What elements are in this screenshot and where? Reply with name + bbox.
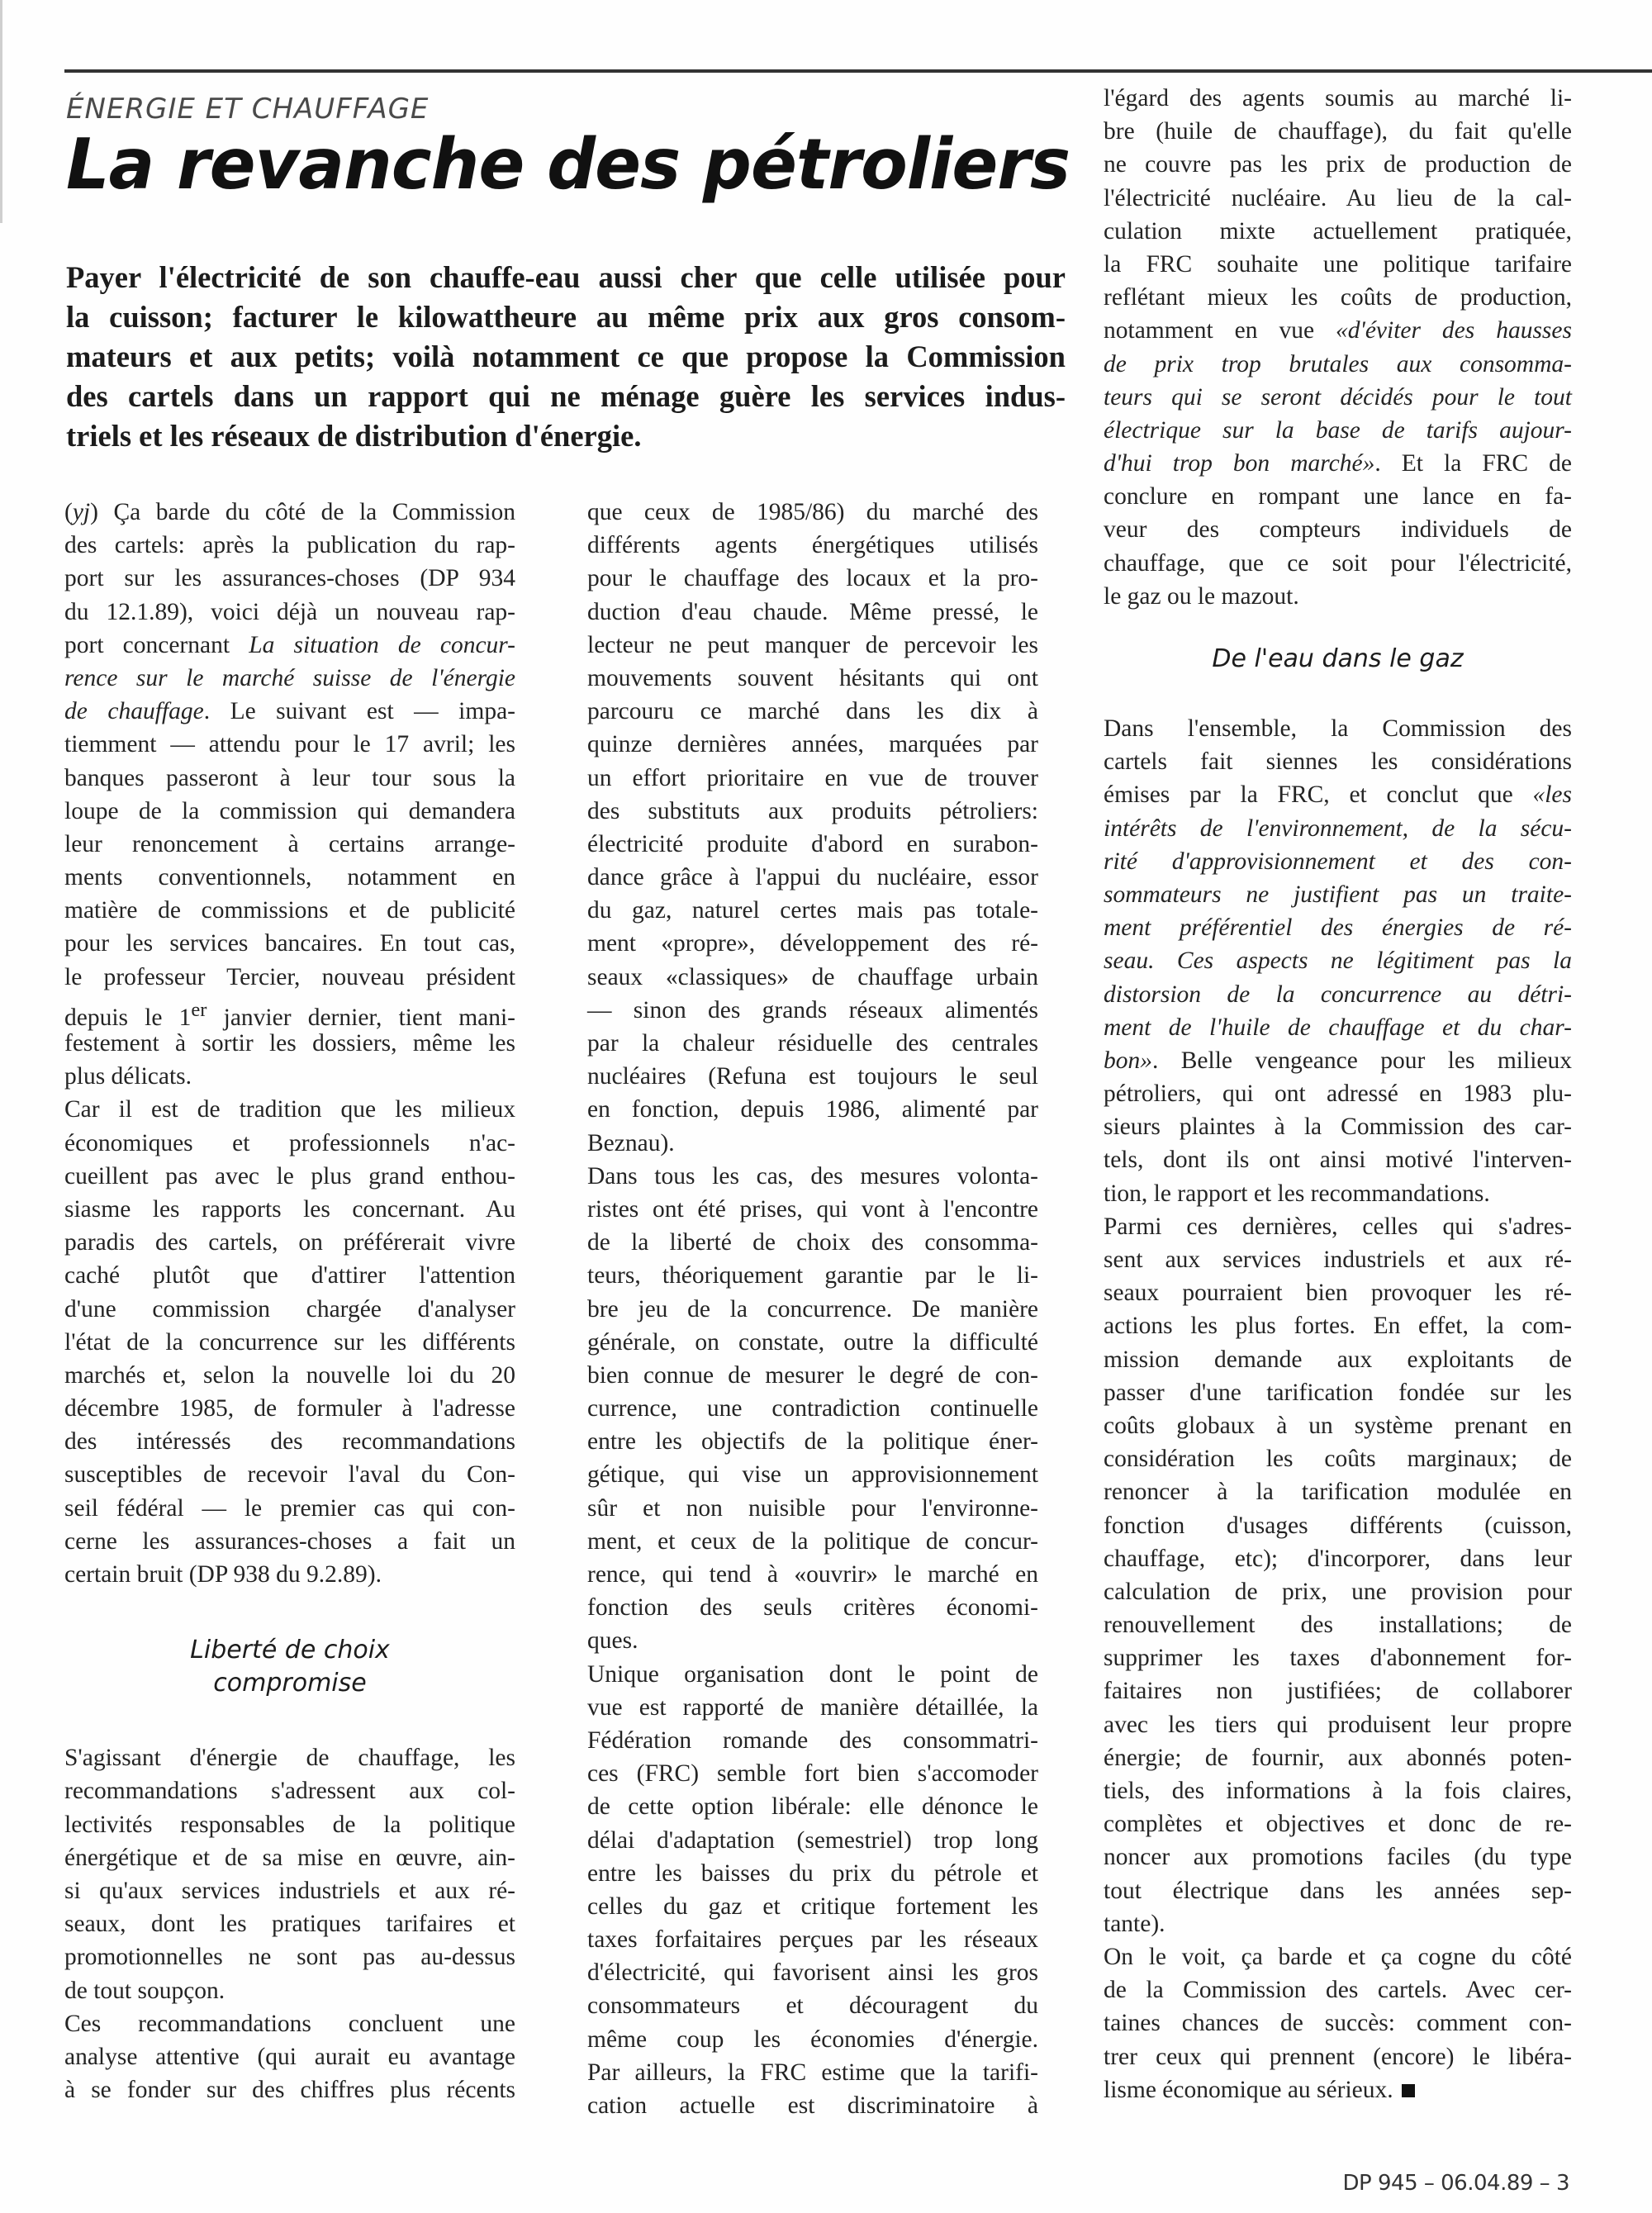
- text-line: des cartels: après la publication du rap-: [64, 532, 515, 559]
- text-line: bre jeu de la concurrence. De manière: [587, 1295, 1038, 1323]
- text-line: nucléaires (Refuna est toujours le seul: [587, 1063, 1038, 1090]
- text-line: d'électricité, qui favorisent ainsi les gros: [587, 1959, 1038, 1987]
- text-line: chauffage, etc); d'incorporer, dans leur: [1104, 1545, 1572, 1572]
- text-line: ne couvre pas les prix de production de: [1104, 151, 1572, 178]
- text-line: d'hui trop bon marché». Et la FRC de: [1104, 450, 1572, 477]
- text-line: sent aux services industriels et aux ré-: [1104, 1247, 1572, 1273]
- text-line: port concernant La situation de concur-: [64, 631, 515, 658]
- text-line: tiels, des informations à la fois claires,: [1104, 1778, 1572, 1804]
- text-line: paradis des cartels, on préférerait vivre: [64, 1229, 515, 1256]
- text-line: tiemment — attendu pour le 17 avril; les: [64, 731, 515, 758]
- text-line: avec les tiers qui produisent leur propre: [1104, 1711, 1572, 1738]
- subheading-liberte: [64, 1634, 515, 1700]
- column-right: [1104, 82, 1572, 2106]
- text-line: du gaz, naturel certes mais pas totale-: [587, 897, 1038, 924]
- text-line: triels et les réseaux de distribution d'énergie.: [66, 419, 642, 453]
- page-footer: DP 945 – 06.04.89 – 3: [1342, 2171, 1569, 2196]
- subheading-line: Liberté de choix: [190, 1636, 390, 1665]
- text-line: ristes ont été prises, qui vont à l'encontre: [587, 1195, 1038, 1223]
- text-line: entre les objectifs de la politique éner-: [587, 1428, 1038, 1456]
- text-line: des cartels dans un rapport qui ne ménage guère les services indus-: [66, 379, 1066, 413]
- text-line: seau. Ces aspects ne légitiment pas la: [1104, 947, 1572, 975]
- text-line: entre les baisses du prix du pétrole et: [587, 1859, 1038, 1887]
- text-line: de tout soupçon.: [64, 1977, 225, 2004]
- text-line: bre (huile de chauffage), du fait qu'elle: [1104, 118, 1572, 145]
- text-line: taines chances de succès: comment con-: [1104, 2010, 1572, 2037]
- text-line: vue est rapporté de manière détaillée, la: [587, 1693, 1038, 1721]
- text-line: teurs qui se seront décidés pour le tout: [1104, 383, 1572, 411]
- text-line: même coup les économies d'énergie.: [587, 2025, 1038, 2053]
- text-line: lecteur ne peut manquer de percevoir les: [587, 631, 1038, 658]
- text-line: Unique organisation dont le point de: [587, 1660, 1038, 1688]
- text-line: renouvellement des installations; de: [1104, 1612, 1572, 1639]
- text-line: gétique, qui vise un approvisionnement: [587, 1461, 1038, 1489]
- text-line: S'agissant d'énergie de chauffage, les: [64, 1745, 515, 1772]
- text-line: On le voit, ça barde et ça cogne du côté: [1104, 1943, 1572, 1970]
- text-line: mission demande aux exploitants de: [1104, 1346, 1572, 1373]
- text-line: l'égard des agents soumis au marché li-: [1104, 85, 1572, 112]
- text-line: le gaz ou le mazout.: [1104, 582, 1299, 610]
- text-line: distorsion de la concurrence au détri-: [1104, 981, 1572, 1008]
- text-line: tels, dont ils ont ainsi motivé l'interven-: [1104, 1147, 1572, 1174]
- text-line: quinze dernières années, marquées par: [587, 731, 1038, 758]
- text-line: de la Commission des cartels. Avec cer-: [1104, 1977, 1572, 2004]
- text-line: seil fédéral — le premier cas qui con-: [64, 1494, 515, 1522]
- text-line: conclure en rompant une lance en fa-: [1104, 483, 1572, 511]
- text-line: en fonction, depuis 1986, alimenté par: [587, 1096, 1038, 1123]
- text-line: passer d'une tarification fondée sur les: [1104, 1379, 1572, 1406]
- subheading-eau-gaz: De l'eau dans le gaz: [1212, 644, 1464, 673]
- text-line: sieurs plaintes à la Commission des car-: [1104, 1114, 1572, 1141]
- text-line: certain bruit (DP 938 du 9.2.89).: [64, 1561, 382, 1588]
- text-line: cation actuelle est discriminatoire à: [587, 2092, 1038, 2119]
- text-line: reflétant mieux les coûts de production,: [1104, 284, 1572, 311]
- text-line: énergie; de fournir, aux abonnés poten-: [1104, 1744, 1572, 1771]
- text-line: ques.: [587, 1627, 638, 1655]
- text-line: que ceux de 1985/86) du marché des: [587, 499, 1038, 525]
- text-line: festement à sortir les dossiers, même les: [64, 1030, 515, 1057]
- subheading-line: compromise: [213, 1669, 367, 1698]
- text-line: pétroliers, qui ont adressé en 1983 plu-: [1104, 1080, 1572, 1108]
- text-line: Payer l'électricité de son chauffe-eau aussi cher que celle utilisée pour: [66, 260, 1066, 294]
- text-line: des intéressés des recommandations: [64, 1428, 515, 1456]
- paragraph: [64, 496, 515, 1093]
- text-line: recommandations s'adressent aux col-: [64, 1778, 515, 1805]
- text-line: fonction des seuls critères économi-: [587, 1594, 1038, 1622]
- text-line: de chauffage. Le suivant est — impa-: [64, 698, 515, 725]
- text-line: l'électricité nucléaire. Au lieu de la cal-: [1104, 184, 1572, 211]
- text-line: décembre 1985, de formuler à l'adresse: [64, 1395, 515, 1422]
- paragraph: [64, 1093, 515, 1591]
- text-line: lisme économique au sérieux.: [1104, 2073, 1572, 2106]
- text-line: sûr et non nuisible pour l'environne-: [587, 1494, 1038, 1522]
- text-line: plus délicats.: [64, 1063, 192, 1090]
- text-line: lectivités responsables de la politique: [64, 1811, 515, 1838]
- text-line: délai d'adaptation (semestriel) trop long: [587, 1826, 1038, 1854]
- text-line: seaux, dont les pratiques tarifaires et: [64, 1911, 515, 1938]
- text-line: cueillent pas avec le plus grand enthou-: [64, 1162, 515, 1190]
- text-line: noncer aux promotions faciles (du type: [1104, 1844, 1572, 1871]
- text-line: matière de commissions et de publicité: [64, 897, 515, 924]
- text-line: consommateurs et découragent du: [587, 1992, 1038, 2020]
- text-line: l'état de la concurrence sur les différents: [64, 1328, 515, 1356]
- text-line: tion, le rapport et les recommandations.: [1104, 1180, 1490, 1207]
- text-line: notamment en vue «d'éviter des hausses: [1104, 317, 1572, 344]
- column-left: [64, 496, 515, 2106]
- text-line: électrique sur la base de tarifs aujour-: [1104, 416, 1572, 444]
- text-line: économiques et professionnels n'ac-: [64, 1129, 515, 1156]
- text-line: ment préférentiel des énergies de ré-: [1104, 914, 1572, 942]
- top-rule: [64, 69, 1652, 73]
- text-line: complètes et objectives et donc de re-: [1104, 1811, 1572, 1838]
- text-line: bon». Belle vengeance pour les milieux: [1104, 1047, 1572, 1074]
- text-line: loupe de la commission qui demandera: [64, 797, 515, 824]
- text-line: parcouru ce marché dans les dix à: [587, 698, 1038, 725]
- text-line: Fédération romande des consommatri-: [587, 1726, 1038, 1754]
- text-line: port sur les assurances-choses (DP 934: [64, 565, 515, 592]
- text-line: à se fonder sur des chiffres plus récents: [64, 2077, 515, 2104]
- text-line: celles du gaz et critique fortement les: [587, 1892, 1038, 1920]
- text-line: cartels fait siennes les considérations: [1104, 748, 1572, 776]
- text-line: la FRC souhaite une politique tarifaire: [1104, 250, 1572, 278]
- text-line: susceptibles de recevoir l'aval du Con-: [64, 1461, 515, 1489]
- paragraph: [1104, 1940, 1572, 2106]
- text-line: Dans l'ensemble, la Commission des: [1104, 715, 1572, 742]
- text-line: ces (FRC) semble fort bien s'accomoder: [587, 1760, 1038, 1788]
- text-line: Parmi ces dernières, celles qui s'adres-: [1104, 1213, 1572, 1240]
- text-line: trer ceux qui prennent (encore) le libéra-: [1104, 2043, 1572, 2070]
- text-line: énergétique et de sa mise en œuvre, ain-: [64, 1844, 515, 1871]
- text-line: Car il est de tradition que les milieux: [64, 1096, 515, 1123]
- text-line: mouvements souvent hésitants qui ont: [587, 664, 1038, 691]
- text-line: banques passeront à leur tour sous la: [64, 764, 515, 791]
- text-line: bien connue de mesurer le degré de con-: [587, 1361, 1038, 1389]
- text-line: ment, et ceux de la politique de concur-: [587, 1527, 1038, 1555]
- article-lede: [66, 258, 1066, 456]
- text-line: rence, qui tend à «ouvrir» le marché en: [587, 1561, 1038, 1588]
- column-middle: [587, 496, 1038, 2122]
- text-line: renoncer à la tarification modulée en: [1104, 1479, 1572, 1506]
- text-line: électricité produite d'abord en surabon-: [587, 830, 1038, 857]
- text-line: la cuisson; facturer le kilowattheure au même prix aux gros consom-: [66, 300, 1066, 334]
- text-line: chauffage, que ce soit pour l'électricité,: [1104, 549, 1572, 577]
- text-line: currence, une contradiction continuelle: [587, 1395, 1038, 1422]
- text-line: générale, on constate, outre la difficulté: [587, 1328, 1038, 1356]
- text-line: ment de l'huile de chauffage et du char-: [1104, 1014, 1572, 1041]
- text-line: de cette option libérale: elle dénonce le: [587, 1793, 1038, 1821]
- text-line: Beznau).: [587, 1129, 675, 1156]
- text-line: seaux «classiques» de chauffage urbain: [587, 963, 1038, 990]
- text-line: pour le chauffage des locaux et la pro-: [587, 565, 1038, 592]
- text-line: intérêts de l'environnement, de la sécu-: [1104, 814, 1572, 842]
- text-line: ment «propre», développement des ré-: [587, 930, 1038, 957]
- text-line: actions les plus fortes. En effet, la com-: [1104, 1313, 1572, 1340]
- text-line: considération les coûts marginaux; de: [1104, 1446, 1572, 1473]
- text-line: rité d'approvisionnement et des con-: [1104, 848, 1572, 875]
- text-line: cerne les assurances-choses a fait un: [64, 1527, 515, 1555]
- paragraph: [587, 1658, 1038, 2123]
- text-line: culation mixte actuellement pratiquée,: [1104, 217, 1572, 245]
- text-line: ments conventionnels, notamment en: [64, 864, 515, 891]
- text-line: promotionnelles ne sont pas au-dessus: [64, 1944, 515, 1971]
- paragraph: [64, 2007, 515, 2107]
- paragraph: [64, 1741, 515, 2007]
- text-line: un effort prioritaire en vue de trouver: [587, 764, 1038, 791]
- text-line: teurs, théoriquement garantie par le li-: [587, 1262, 1038, 1289]
- text-line: caché plutôt que d'attirer l'attention: [64, 1262, 515, 1289]
- text-line: — sinon des grands réseaux alimentés: [587, 996, 1038, 1023]
- paragraph: [1104, 1210, 1572, 1940]
- text-line: de prix trop brutales aux consomma-: [1104, 350, 1572, 378]
- text-line: Par ailleurs, la FRC estime que la tarifi-: [587, 2059, 1038, 2086]
- text-line: rence sur le marché suisse de l'énergie: [64, 664, 515, 691]
- text-line: (yj) Ça barde du côté de la Commission: [64, 499, 515, 525]
- text-line: des substituts aux produits pétroliers:: [587, 797, 1038, 824]
- scan-edge: [0, 0, 2, 223]
- text-line: coûts globaux à un système prenant en: [1104, 1412, 1572, 1439]
- text-line: Ces recommandations concluent une: [64, 2010, 515, 2037]
- text-line: leur renoncement à certains arrange-: [64, 830, 515, 857]
- text-line: siasme les rapports les concernant. Au: [64, 1195, 515, 1223]
- text-line: taxes forfaitaires perçues par les réseaux: [587, 1926, 1038, 1954]
- text-line: marchés et, selon la nouvelle loi du 20: [64, 1361, 515, 1389]
- text-line: faitaires non justifiées; de collaborer: [1104, 1678, 1572, 1705]
- text-line: de la liberté de choix des consomma-: [587, 1229, 1038, 1256]
- text-line: fonction d'usages différents (cuisson,: [1104, 1512, 1572, 1539]
- paragraph: [1104, 82, 1572, 613]
- text-line: duction d'eau chaude. Même pressé, le: [587, 598, 1038, 625]
- paragraph: [1104, 712, 1572, 1210]
- text-line: le professeur Tercier, nouveau président: [64, 963, 515, 990]
- text-line: si qu'aux services industriels et aux ré-: [64, 1877, 515, 1904]
- text-line: mateurs et aux petits; voilà notamment ce que propose la Commission: [66, 340, 1066, 373]
- text-line: analyse attentive (qui aurait eu avantage: [64, 2043, 515, 2070]
- article-headline: La revanche des pétroliers: [66, 124, 1070, 206]
- text-line: d'une commission chargée d'analyser: [64, 1295, 515, 1323]
- paragraph: [587, 496, 1038, 1160]
- text-line: différents agents énergétiques utilisés: [587, 532, 1038, 559]
- text-line: calculation de prix, une provision pour: [1104, 1578, 1572, 1605]
- text-line: seaux pourraient bien provoquer les ré-: [1104, 1280, 1572, 1307]
- text-line: Dans tous les cas, des mesures volonta-: [587, 1162, 1038, 1190]
- text-line: dance grâce à l'appui du nucléaire, essor: [587, 864, 1038, 891]
- paragraph: [587, 1160, 1038, 1658]
- text-line: par la chaleur résiduelle des centrales: [587, 1030, 1038, 1057]
- section-rubric: ÉNERGIE ET CHAUFFAGE: [66, 93, 430, 126]
- text-line: veur des compteurs individuels de: [1104, 516, 1572, 544]
- text-line: sommateurs ne justifient pas un traite-: [1104, 881, 1572, 908]
- text-line: du 12.1.89), voici déjà un nouveau rap-: [64, 598, 515, 625]
- text-line: tante).: [1104, 1910, 1165, 1937]
- text-line: supprimer les taxes d'abonnement for-: [1104, 1645, 1572, 1672]
- end-of-article-icon: [1402, 2084, 1415, 2097]
- text-line: pour les services bancaires. En tout cas,: [64, 930, 515, 957]
- text-line: tout électrique dans les années sep-: [1104, 1877, 1572, 1904]
- text-line: émises par la FRC, et conclut que «les: [1104, 781, 1572, 809]
- text-line: depuis le 1er janvier dernier, tient mani-: [64, 998, 515, 1031]
